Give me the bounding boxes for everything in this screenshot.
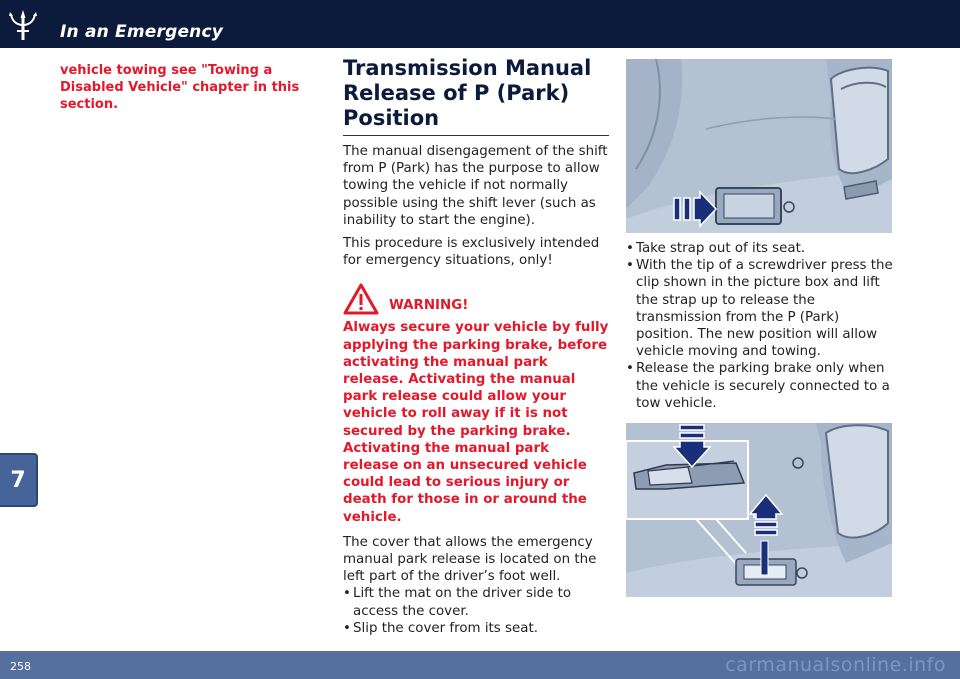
steps-list-a [343, 585, 609, 637]
cover-location-paragraph: The cover that allows the emergency manual park release is located on the left part of the driver’s foot well. [343, 534, 597, 585]
section-title: Transmission Manual Release of P (Park) Position [343, 56, 609, 136]
steps-list-b [626, 240, 898, 412]
list-item: • Take strap out of its seat. [626, 240, 898, 257]
strap-release-drawing [626, 423, 892, 597]
chapter-number: 7 [10, 467, 26, 493]
list-item: • Slip the cover from its seat. [343, 620, 609, 637]
warning-label: WARNING! [389, 298, 469, 314]
section-content [343, 56, 609, 637]
warning-triangle-icon [343, 283, 379, 315]
strap-release-illustration [626, 423, 892, 597]
list-item: • With the tip of a screwdriver press the clip shown in the picture box and lift the strap up to release the transmission from the P (Park) position. The new position will allow vehicle moving and towing. [626, 257, 898, 360]
footwell-cover-drawing [626, 59, 892, 233]
page-header [0, 0, 960, 48]
intro-paragraph: The manual disengagement of the shift from P (Park) has the purpose to allow towing the vehicle if not normally possible using the shift lever (such as inability to start the engine). [343, 144, 608, 228]
header-title: In an Emergency [60, 22, 224, 42]
list-item: • Release the parking brake only when the vehicle is securely connected to a tow vehicle. [626, 360, 898, 412]
page-number: 258 [10, 660, 31, 673]
towing-reference-note: vehicle towing see "Towing a Disabled Vehicle" chapter in this section. [60, 63, 300, 112]
right-steps-content [626, 240, 898, 412]
page-footer [0, 651, 960, 679]
warning-text: Always secure your vehicle by fully applying the parking brake, before activating the manual park release. Activating the manual park release could allow your vehicle to roll away if it is not secured by the parking brake. Activating the manual park release on an unsecured vehicle could lead to serious injury or death for those in or around the vehicle. [343, 320, 609, 525]
trident-logo-icon [8, 10, 38, 42]
list-item: • Lift the mat on the driver side to access the cover. [343, 585, 609, 619]
watermark-link[interactable]: carmanualsonline.info [725, 654, 946, 676]
warning-header [343, 283, 609, 315]
footwell-cover-illustration [626, 59, 892, 233]
emergency-only-paragraph: This procedure is exclusively intended for emergency situations, only! [343, 236, 600, 269]
chapter-tab[interactable] [0, 453, 38, 507]
